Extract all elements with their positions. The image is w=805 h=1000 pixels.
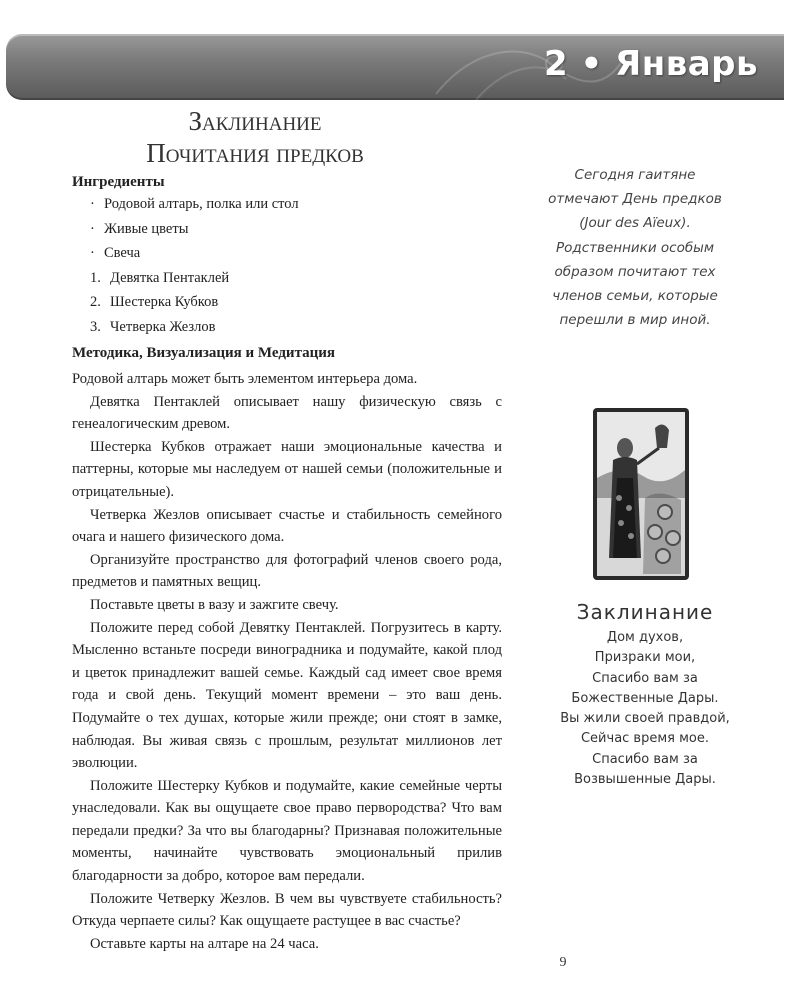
paragraph: Положите Шестерку Кубков и подумайте, какие семейные черты унаследовали. Как вы ощущаете свое право первородства? Что вам передали предки? За что вы благодарны? Признавая положительные моменты, начинайте чувствовать эмоциональный прилив благодарности за добро, которое вам передали. [72, 777, 502, 885]
list-item: · Родовой алтарь, полка или стол [90, 196, 299, 212]
paragraph: Положите Четверку Жезлов. В чем вы чувствуете стабильность? Откуда черпаете силы? Как ощущаете растущее в вас счастье? [72, 890, 502, 930]
paragraph: Поставьте цветы в вазу и зажгите свечу. [90, 596, 339, 613]
chapter-banner [6, 34, 784, 100]
list-item: · Живые цветы [90, 220, 189, 237]
list-item: 2. Шестерка Кубков [90, 294, 219, 311]
method-heading: Методика, Визуализация и Медитация [72, 345, 336, 361]
sidebar-note: Сегодня гаитяне отмечают День предков (Jour des Aïeux). Родственники особым образом почитают тех членов семьи, которые перешли в мир иной. [548, 167, 722, 329]
paragraph: Девятка Пентаклей описывает нашу физическую связь с генеалогическим древом. [72, 393, 502, 433]
paragraph: Шестерка Кубков отражает наши эмоциональные качества и паттерны, которые мы наследуем от нашей семьи (положительные и отрицательные). [72, 438, 502, 500]
ingredients-heading: Ингредиенты [72, 174, 165, 190]
paragraph: Положите перед собой Девятку Пентаклей. Погрузитесь в карту. Мысленно встаньте посреди виноградника и подумайте, какой плод и цветок принадлежит вашей семье. Каждый сад имеет свое время года и свой день. Текущий момент времени – это ваш день. Подумайте о тех душах, которые жили прежде; они стоят в замке, наблюдая. Вы живая связь с прошлым, результат миллионов лет эволюции. [72, 619, 502, 772]
list-item: 1. Девятка Пентаклей [90, 269, 230, 286]
tarot-card-image [593, 408, 689, 580]
paragraph: Организуйте пространство для фотографий членов своего рода, предметов и памятных вещиц. [72, 551, 502, 591]
list-item: · Свеча [90, 245, 141, 262]
paragraph: Оставьте карты на алтаре на 24 часа. [90, 935, 319, 952]
chapter-title: 2 • Январь [543, 44, 758, 84]
spell-text: Дом духов, Призраки мои, Спасибо вам за Божественные Дары. Вы жили своей правдой, Сейчас время мое. Спасибо вам за Возвышенные Дары. [560, 630, 730, 788]
paragraph: Четверка Жезлов описывает счастье и стабильность семейного очага и нашего физического дома. [72, 506, 502, 546]
ingredients-list [90, 192, 299, 340]
list-item: 3. Четверка Жезлов [90, 318, 216, 335]
spell-title: Заклинание [576, 600, 714, 624]
page-number: 9 [559, 955, 567, 970]
paragraph: Родовой алтарь может быть элементом интерьера дома. [72, 371, 418, 387]
method-body [72, 368, 502, 955]
tarot-card-illustration [593, 408, 689, 580]
page-title-line2: Почитания предков [146, 138, 364, 168]
page-title-line1: Заклинание [188, 106, 322, 136]
